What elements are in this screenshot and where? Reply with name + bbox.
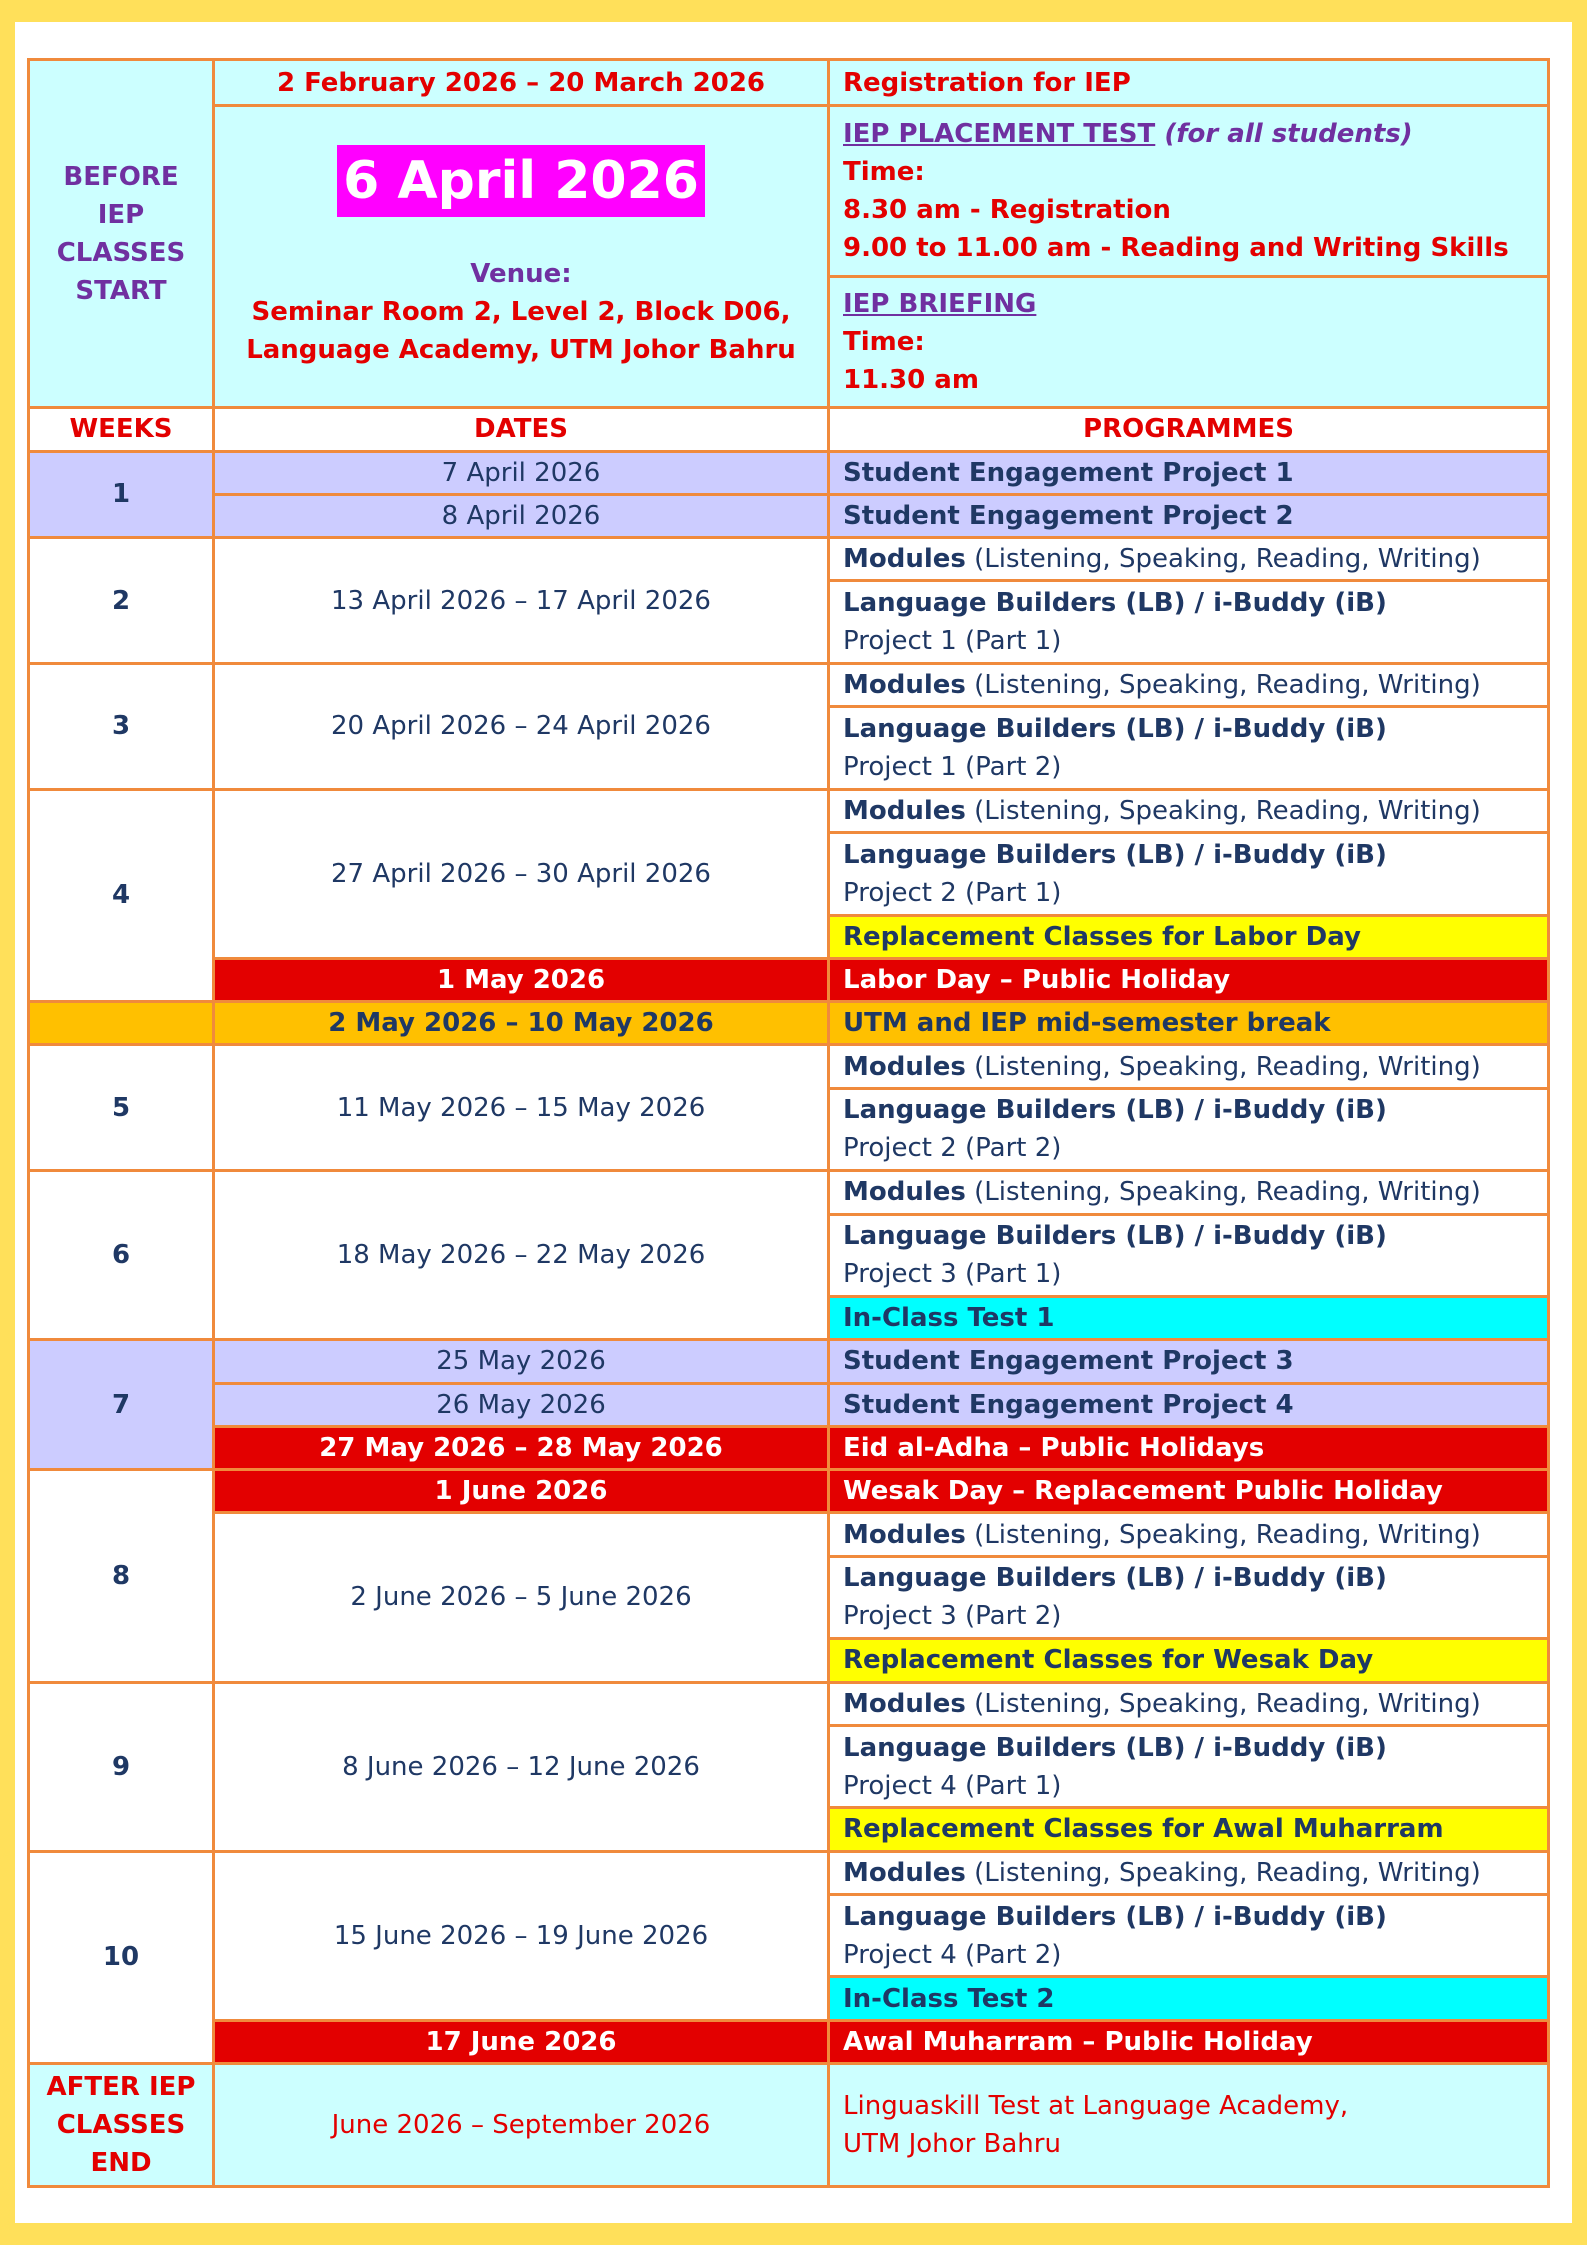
week-10-modules: Modules (Listening, Speaking, Reading, Writing) — [829, 1851, 1549, 1894]
week-10-test: In-Class Test 2 — [829, 1977, 1549, 2020]
week-8-dates: 2 June 2026 – 5 June 2026 — [214, 1513, 829, 1682]
briefing-time: 11.30 am — [843, 365, 979, 396]
week-1-date-1: 7 April 2026 — [214, 451, 829, 494]
week-7-date-1: 25 May 2026 — [214, 1340, 829, 1383]
week-4-lb: Language Builders (LB) / i-Buddy (iB) Project 2 (Part 1) — [829, 833, 1549, 916]
week-9-replacement: Replacement Classes for Awal Muharram — [829, 1808, 1549, 1851]
week-10-project: Project 4 (Part 2) — [843, 1939, 1062, 1970]
week-7-number: 7 — [29, 1340, 214, 1470]
week-2-dates: 13 April 2026 – 17 April 2026 — [214, 538, 829, 664]
week-1-programme-1: Student Engagement Project 1 — [829, 451, 1549, 494]
break-label: UTM and IEP mid-semester break — [829, 1002, 1549, 1045]
week-7-programme-1: Student Engagement Project 3 — [829, 1340, 1549, 1383]
week-6-test: In-Class Test 1 — [829, 1297, 1549, 1340]
test-day-cell — [214, 106, 829, 408]
week-3-project: Project 1 (Part 2) — [843, 751, 1062, 782]
week-1-date-2: 8 April 2026 — [214, 494, 829, 537]
week-7-programme-2: Student Engagement Project 4 — [829, 1383, 1549, 1426]
week-6-number: 6 — [29, 1171, 214, 1340]
week-1-programme-2: Student Engagement Project 2 — [829, 494, 1549, 537]
week-7-holiday-date: 27 May 2026 – 28 May 2026 — [214, 1426, 829, 1469]
week-10-holiday-date: 17 June 2026 — [214, 2020, 829, 2063]
week-4-number: 4 — [29, 789, 214, 1001]
break-dates: 2 May 2026 – 10 May 2026 — [214, 1002, 829, 1045]
placement-time-line-2: 9.00 to 11.00 am - Reading and Writing Skills — [843, 233, 1509, 264]
registration-label: Registration for IEP — [829, 60, 1549, 106]
week-10-number: 10 — [29, 1851, 214, 2063]
week-4-holiday-date: 1 May 2026 — [214, 958, 829, 1001]
week-6-modules: Modules (Listening, Speaking, Reading, Writing) — [829, 1171, 1549, 1214]
placement-test-note: (for all students) — [1164, 119, 1413, 150]
placement-test-title: IEP PLACEMENT TEST — [843, 119, 1156, 150]
week-10-lb: Language Builders (LB) / i-Buddy (iB) Project 4 (Part 2) — [829, 1894, 1549, 1977]
registration-dates: 2 February 2026 – 20 March 2026 — [214, 60, 829, 106]
week-3-number: 3 — [29, 663, 214, 789]
week-8-holiday: Wesak Day – Replacement Public Holiday — [829, 1470, 1549, 1513]
week-8-replacement: Replacement Classes for Wesak Day — [829, 1639, 1549, 1682]
week-1-number: 1 — [29, 451, 214, 538]
test-day-date: 6 April 2026 — [337, 145, 705, 217]
week-9-dates: 8 June 2026 – 12 June 2026 — [214, 1682, 829, 1851]
week-4-holiday: Labor Day – Public Holiday — [829, 958, 1549, 1001]
week-3-dates: 20 April 2026 – 24 April 2026 — [214, 663, 829, 789]
week-6-project: Project 3 (Part 1) — [843, 1259, 1062, 1290]
week-4-dates: 27 April 2026 – 30 April 2026 — [214, 789, 829, 958]
week-3-lb: Language Builders (LB) / i-Buddy (iB) Project 1 (Part 2) — [829, 707, 1549, 790]
venue-label: Venue: — [470, 258, 572, 289]
briefing-time-label: Time: — [843, 327, 925, 358]
week-10-dates: 15 June 2026 – 19 June 2026 — [214, 1851, 829, 2020]
week-8-holiday-date: 1 June 2026 — [214, 1470, 829, 1513]
week-9-number: 9 — [29, 1682, 214, 1851]
after-programme: Linguaskill Test at Language Academy, UTM Johor Bahru — [829, 2064, 1549, 2187]
briefing-title: IEP BRIEFING — [843, 289, 1037, 320]
week-4-modules: Modules (Listening, Speaking, Reading, Writing) — [829, 789, 1549, 832]
placement-time-label: Time: — [843, 157, 925, 188]
before-label: BEFORE IEP CLASSES START — [29, 60, 214, 408]
header-programmes: PROGRAMMES — [829, 408, 1549, 451]
week-8-project: Project 3 (Part 2) — [843, 1601, 1062, 1632]
break-week-cell — [29, 1002, 214, 1045]
week-8-lb: Language Builders (LB) / i-Buddy (iB) Project 3 (Part 2) — [829, 1556, 1549, 1639]
venue-line-2: Language Academy, UTM Johor Bahru — [246, 334, 796, 365]
week-6-dates: 18 May 2026 – 22 May 2026 — [214, 1171, 829, 1340]
week-8-number: 8 — [29, 1470, 214, 1682]
week-9-modules: Modules (Listening, Speaking, Reading, Writing) — [829, 1682, 1549, 1725]
week-2-number: 2 — [29, 538, 214, 664]
week-6-lb: Language Builders (LB) / i-Buddy (iB) Project 3 (Part 1) — [829, 1214, 1549, 1297]
week-7-holiday: Eid al-Adha – Public Holidays — [829, 1426, 1549, 1469]
week-8-modules: Modules (Listening, Speaking, Reading, Writing) — [829, 1513, 1549, 1556]
page — [15, 22, 1572, 2223]
week-9-lb: Language Builders (LB) / i-Buddy (iB) Project 4 (Part 1) — [829, 1725, 1549, 1808]
week-7-date-2: 26 May 2026 — [214, 1383, 829, 1426]
iep-calendar-table — [27, 58, 1550, 2188]
placement-time-line-1: 8.30 am - Registration — [843, 195, 1171, 226]
week-2-project: Project 1 (Part 1) — [843, 626, 1062, 657]
week-5-number: 5 — [29, 1045, 214, 1171]
week-2-modules: Modules (Listening, Speaking, Reading, Writing) — [829, 538, 1549, 581]
placement-test-cell — [829, 106, 1549, 277]
week-10-holiday: Awal Muharram – Public Holiday — [829, 2020, 1549, 2063]
week-3-modules: Modules (Listening, Speaking, Reading, Writing) — [829, 663, 1549, 706]
venue-line-1: Seminar Room 2, Level 2, Block D06, — [251, 296, 791, 327]
week-5-dates: 11 May 2026 – 15 May 2026 — [214, 1045, 829, 1171]
after-dates: June 2026 – September 2026 — [214, 2064, 829, 2187]
header-dates: DATES — [214, 408, 829, 451]
week-2-lb: Language Builders (LB) / i-Buddy (iB) Project 1 (Part 1) — [829, 581, 1549, 664]
week-5-project: Project 2 (Part 2) — [843, 1133, 1062, 1164]
week-4-replacement: Replacement Classes for Labor Day — [829, 915, 1549, 958]
week-9-project: Project 4 (Part 1) — [843, 1770, 1062, 1801]
after-label: AFTER IEP CLASSES END — [29, 2064, 214, 2187]
header-weeks: WEEKS — [29, 408, 214, 451]
week-4-project: Project 2 (Part 1) — [843, 877, 1062, 908]
week-5-lb: Language Builders (LB) / i-Buddy (iB) Project 2 (Part 2) — [829, 1088, 1549, 1171]
week-5-modules: Modules (Listening, Speaking, Reading, Writing) — [829, 1045, 1549, 1088]
briefing-cell — [829, 277, 1549, 408]
